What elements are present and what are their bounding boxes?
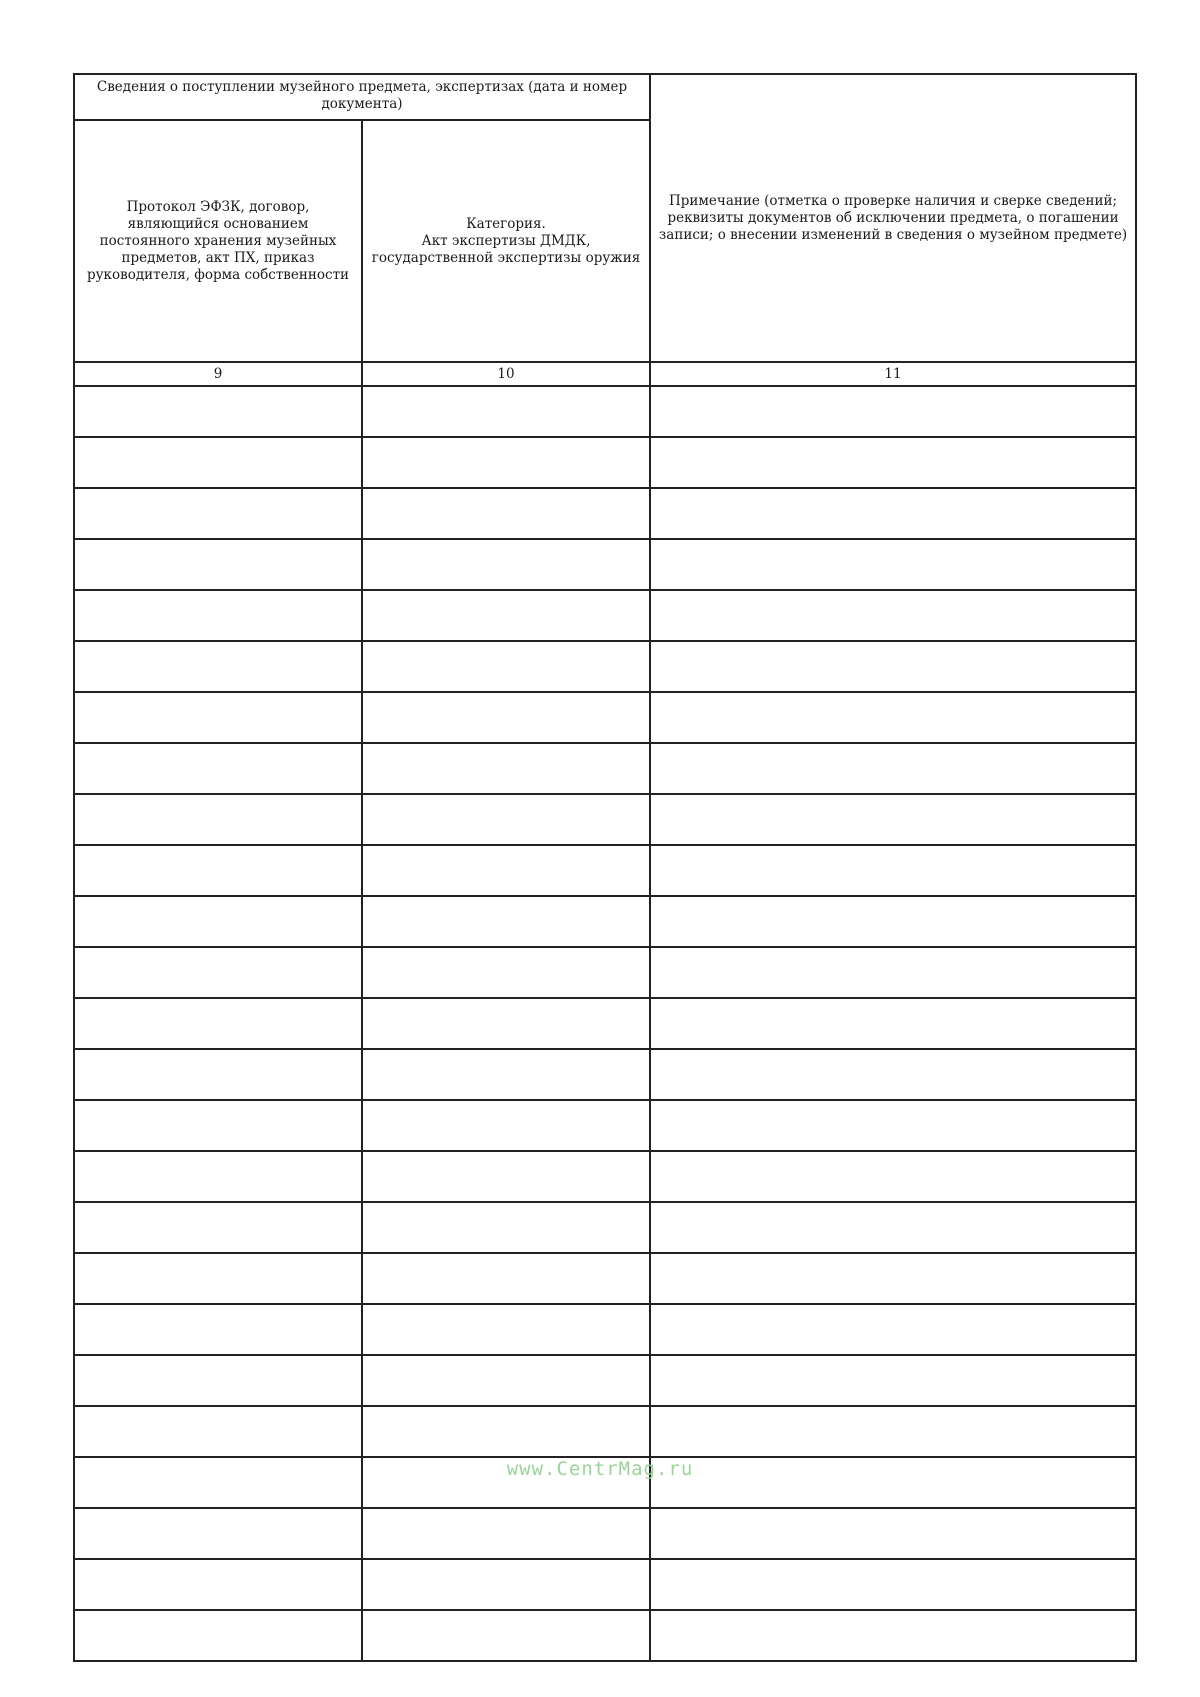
table-row (74, 692, 1136, 743)
table-cell-col-9[interactable] (74, 641, 362, 692)
table-cell-col-9[interactable] (74, 947, 362, 998)
table-cell-col-10[interactable] (362, 1355, 650, 1406)
table-cell-col-9[interactable] (74, 743, 362, 794)
table-cell-col-11[interactable] (650, 692, 1136, 743)
table-cell-col-11[interactable] (650, 1049, 1136, 1100)
table-row (74, 1049, 1136, 1100)
table-row (74, 641, 1136, 692)
table-cell-col-11[interactable] (650, 641, 1136, 692)
table-cell-col-10[interactable] (362, 386, 650, 437)
table-cell-col-11[interactable] (650, 590, 1136, 641)
table-cell-col-9[interactable] (74, 1508, 362, 1559)
table-cell-col-9[interactable] (74, 845, 362, 896)
table-cell-col-11[interactable] (650, 1253, 1136, 1304)
column-number-9: 9 (74, 362, 362, 386)
table-row (74, 1406, 1136, 1457)
table-cell-col-9[interactable] (74, 896, 362, 947)
table-cell-col-9[interactable] (74, 488, 362, 539)
table-cell-col-10[interactable] (362, 1304, 650, 1355)
table-cell-col-10[interactable] (362, 1100, 650, 1151)
table-cell-col-9[interactable] (74, 1049, 362, 1100)
table-cell-col-10[interactable] (362, 692, 650, 743)
table-row (74, 794, 1136, 845)
table-cell-col-10[interactable] (362, 488, 650, 539)
table-cell-col-11[interactable] (650, 1559, 1136, 1610)
column-11-header: Примечание (отметка о проверке наличия и сверке сведений; реквизиты документов об исключении предмета, о погашении записи; о внесении изменений в сведения о музейном предмете) (650, 74, 1136, 362)
table-cell-col-11[interactable] (650, 896, 1136, 947)
table-cell-col-11[interactable] (650, 1304, 1136, 1355)
table-cell-col-10[interactable] (362, 641, 650, 692)
table-cell-col-11[interactable] (650, 743, 1136, 794)
table-cell-col-9[interactable] (74, 1406, 362, 1457)
table-row (74, 1610, 1136, 1661)
table-cell-col-10[interactable] (362, 1406, 650, 1457)
table-cell-col-10[interactable] (362, 1049, 650, 1100)
table-cell-col-11[interactable] (650, 488, 1136, 539)
table-row (74, 1253, 1136, 1304)
table-cell-col-9[interactable] (74, 1610, 362, 1661)
table-cell-col-11[interactable] (650, 1202, 1136, 1253)
table-row (74, 1355, 1136, 1406)
table-cell-col-11[interactable] (650, 1610, 1136, 1661)
table-cell-col-9[interactable] (74, 692, 362, 743)
table-cell-col-10[interactable] (362, 896, 650, 947)
column-10-header: Категория. Акт экспертизы ДМДК, государственной экспертизы оружия (362, 120, 650, 362)
column-number-10: 10 (362, 362, 650, 386)
table-cell-col-10[interactable] (362, 1151, 650, 1202)
table-cell-col-10[interactable] (362, 1253, 650, 1304)
watermark: www.CentrMag.ru (506, 1458, 694, 1480)
table-cell-col-10[interactable] (362, 845, 650, 896)
table-cell-col-9[interactable] (74, 1304, 362, 1355)
table-row (74, 539, 1136, 590)
register-sheet (73, 73, 1135, 1624)
table-row (74, 845, 1136, 896)
table-cell-col-10[interactable] (362, 1610, 650, 1661)
column-9-header: Протокол ЭФЗК, договор, являющийся основанием постоянного хранения музейных предметов, акт ПХ, приказ руководителя, форма собственности (74, 120, 362, 362)
table-cell-col-9[interactable] (74, 539, 362, 590)
table-cell-col-9[interactable] (74, 1559, 362, 1610)
table-row (74, 488, 1136, 539)
table-cell-col-11[interactable] (650, 794, 1136, 845)
table-row (74, 437, 1136, 488)
table-cell-col-11[interactable] (650, 1406, 1136, 1457)
table-cell-col-11[interactable] (650, 1508, 1136, 1559)
table-row (74, 1508, 1136, 1559)
table-cell-col-10[interactable] (362, 539, 650, 590)
table-cell-col-10[interactable] (362, 998, 650, 1049)
table-cell-col-10[interactable] (362, 1202, 650, 1253)
table-cell-col-10[interactable] (362, 437, 650, 488)
column-number-row (74, 362, 1136, 386)
table-row (74, 1559, 1136, 1610)
table-cell-col-11[interactable] (650, 1355, 1136, 1406)
table-cell-col-11[interactable] (650, 386, 1136, 437)
table-row (74, 896, 1136, 947)
table-row (74, 386, 1136, 437)
table-cell-col-11[interactable] (650, 539, 1136, 590)
table-cell-col-9[interactable] (74, 1355, 362, 1406)
header-row-group (74, 74, 1136, 120)
table-cell-col-9[interactable] (74, 386, 362, 437)
table-row (74, 590, 1136, 641)
table-row (74, 1100, 1136, 1151)
table-cell-col-11[interactable] (650, 437, 1136, 488)
table-cell-col-10[interactable] (362, 743, 650, 794)
table-cell-col-9[interactable] (74, 1202, 362, 1253)
table-cell-col-9[interactable] (74, 437, 362, 488)
table-cell-col-9[interactable] (74, 998, 362, 1049)
table-cell-col-11[interactable] (650, 845, 1136, 896)
column-number-11: 11 (650, 362, 1136, 386)
table-cell-col-11[interactable] (650, 947, 1136, 998)
table-row (74, 1304, 1136, 1355)
table-cell-col-9[interactable] (74, 1151, 362, 1202)
table-cell-col-9[interactable] (74, 1100, 362, 1151)
table-cell-col-10[interactable] (362, 1508, 650, 1559)
table-cell-col-11[interactable] (650, 1100, 1136, 1151)
table-row (74, 1151, 1136, 1202)
table-cell-col-11[interactable] (650, 1151, 1136, 1202)
receipt-info-group-header: Сведения о поступлении музейного предмета, экспертизах (дата и номер документа) (74, 74, 650, 120)
museum-register-table (73, 73, 1137, 1662)
table-row (74, 743, 1136, 794)
table-cell-col-11[interactable] (650, 998, 1136, 1049)
table-cell-col-10[interactable] (362, 794, 650, 845)
table-cell-col-9[interactable] (74, 1253, 362, 1304)
table-cell-col-10[interactable] (362, 947, 650, 998)
table-cell-col-9[interactable] (74, 590, 362, 641)
table-cell-col-10[interactable] (362, 590, 650, 641)
table-row (74, 998, 1136, 1049)
table-row (74, 1202, 1136, 1253)
table-row (74, 947, 1136, 998)
table-cell-col-9[interactable] (74, 794, 362, 845)
table-cell-col-10[interactable] (362, 1559, 650, 1610)
